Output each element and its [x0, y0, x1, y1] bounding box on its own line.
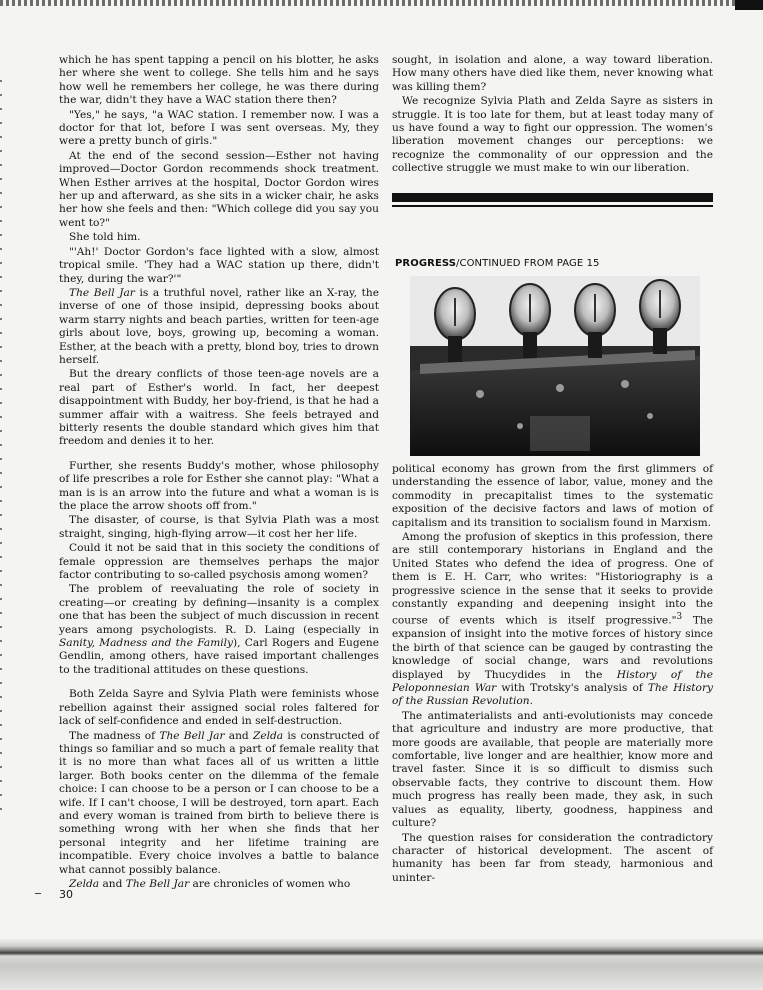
- paragraph: Both Zelda Sayre and Sylvia Plath were feminists whose rebellion against their assigned social roles faltered for lack of self-confidence and ended in self-destruction.: [59, 688, 379, 728]
- book-title: Sanity, Madness and the Family: [59, 637, 234, 650]
- page-number: 30: [59, 888, 73, 901]
- paragraph: The problem of reevaluating the role of society in creating—or creating by defining—insanity is a complex one that has been the subject of much discussion in recent years among psychologists. R. D. Laing (especially in Sanity, Madness and the Family), Carl Rogers and Eugene Gendlin, among others, have raised important challenges to the traditional attitudes on these questions.: [59, 583, 380, 676]
- section-divider-thick: [392, 193, 713, 202]
- paragraph: Could it not be said that in this society the conditions of female oppression are themselves perhaps the major factor contributing to so-called psychosis among women?: [59, 542, 379, 582]
- article-column-right-top: [392, 54, 713, 177]
- paragraph: "'Ah!' Doctor Gordon's face lighted with a slow, almost tropical smile. 'They had a WAC station up there, didn't they, during the war?'": [59, 245, 379, 285]
- paragraph: She told him.: [69, 231, 141, 244]
- paragraph: "Yes," he says, "a WAC station. I remember now. I was a doctor for that lot, before I was sent overseas. My, they were a pretty bunch of girls.": [59, 108, 379, 148]
- paragraph: But the dreary conflicts of those teen-age novels are a real part of Esther's world. In fact, her deepest disappointment with Buddy, her boy-friend, is that he had a summer affair with a waitress. She feels betrayed and bitterly resents the double standard which gives him that freedom and denies it to her.: [59, 368, 379, 448]
- paragraph: The question raises for consideration the contradictory character of historical development. The ascent of humanity has been far from steady, harmonious and uninter-: [392, 831, 713, 884]
- article-column-right-lower: [392, 463, 713, 886]
- book-title: The History of the Russian Revolution: [392, 682, 713, 708]
- section-divider-thin: [392, 205, 713, 207]
- paragraph: The disaster, of course, is that Sylvia Plath was a most straight, singing, high-flying arrow—it cost her her life.: [59, 514, 379, 540]
- paragraph: Further, she resents Buddy's mother, whose philosophy of life prescribes a role for Esther she cannot play: "What a man is is an arrow into the future and what a woman is is the place the arrow shoots off from.": [59, 459, 379, 512]
- paragraph: We recognize Sylvia Plath and Zelda Sayre as sisters in struggle. It is too late for them, but at least today many of us have found a way to fight our oppression. The women's liberation movement changes our perceptions: we recognize the commonality of our oppression and the collective struggle we must make to win our liberation.: [392, 95, 713, 175]
- book-title: Zelda: [69, 877, 100, 890]
- paragraph: At the end of the second session—Esther not having improved—Doctor Gordon recommends shock treatment. When Esther arrives at the hospital, Doctor Gordon wires her up and afterward, as she sits in a wicker chair, he asks her how she feels and then: "Which college did you say you went to?": [59, 149, 379, 229]
- paragraph: Zelda and The Bell Jar are chronicles of women who: [69, 877, 351, 890]
- article-column-left: [59, 54, 379, 892]
- book-title: The Bell Jar: [69, 286, 135, 299]
- photo-illustration: [410, 276, 700, 456]
- paragraph: Among the profusion of skeptics in this profession, there are still contemporary historians in England and the United States who defend the idea of progress. One of them is E. H. Carr, who writes: "Historiography is a progressive science in the sense that it seeks to provide constantly expanding and deepening insight into the course of events which is itself progressive."$^3$ The expansion of insight into the motive forces of history since the birth of that science can be gauged by contrasting the knowledge of social change, wars and revolutions displayed by Thucydides in the History of the Peloponnesian War with Trotsky's analysis of The History of the Russian Revolution.: [392, 531, 714, 708]
- paragraph: The Bell Jar is a truthful novel, rather like an X-ray, the inverse of one of those insipid, depressing books about warm starry nights and beach parties, written for teen-age girls about love, boys, growing up, becoming a woman. Esther, at the beach with a pretty, blond boy, tries to drown herself.: [59, 286, 379, 366]
- scan-corner-mark: [735, 0, 763, 10]
- paragraph: The antimaterialists and anti-evolutionists may concede that agriculture and industry are more productive, that more goods are available, that people are materially more comfortable, live longer and are healthier, know more and travel faster. Since it is so difficult to dismiss such observable facts, they contrive to discount them. How much progress has really been made, they ask, in such values as equality, liberty, goodness, happiness and culture?: [392, 709, 713, 830]
- paragraph: The madness of The Bell Jar and Zelda is constructed of things so familiar and so much a part of female reality that it is no more than what faces all of us written a little larger. Both books center on the dilemma of the female choice: I can choose to be a person or I can choose to be a wife. If I can't choose, I will be destroyed, torn apart. Each and every woman is trained from birth to believe there is something wrong with her when she finds that her personal integrity and her lifetime training are incompatible. Every choice involves a battle to balance what cannot possibly balance.: [59, 729, 380, 876]
- paragraph: which he has spent tapping a pencil on his blotter, he asks her where she went to college. She tells him and he says how well he remembers her college, he was there during the war, didn't they have a WAC station there then?: [59, 54, 379, 107]
- scan-edge-top: [0, 0, 763, 6]
- vacuum-tube-apparatus-photo: [410, 276, 700, 456]
- footnote-marker: 3: [676, 612, 683, 623]
- paragraph: sought, in isolation and alone, a way toward liberation. How many others have died like them, never knowing what was killing them?: [392, 54, 713, 93]
- continued-header-rest: /CONTINUED FROM PAGE 15: [456, 258, 600, 269]
- scan-edge-left: [0, 80, 2, 820]
- margin-mark: [35, 893, 41, 894]
- book-title: History of the Peloponnesian War: [392, 668, 713, 695]
- book-title: Zelda: [253, 729, 284, 742]
- paragraph: political economy has grown from the first glimmers of understanding the essence of labor, value, money and the commodity in precapitalist times to the systematic exposition of the decisive factors and laws of motion of capitalism and its transition to socialism found in Marxism.: [392, 463, 713, 529]
- book-title: The Bell Jar: [159, 729, 225, 742]
- continued-header: [395, 258, 600, 269]
- continued-header-bold: PROGRESS: [395, 258, 457, 269]
- book-title: The Bell Jar: [125, 877, 190, 890]
- scan-edge-bottom: [0, 938, 763, 990]
